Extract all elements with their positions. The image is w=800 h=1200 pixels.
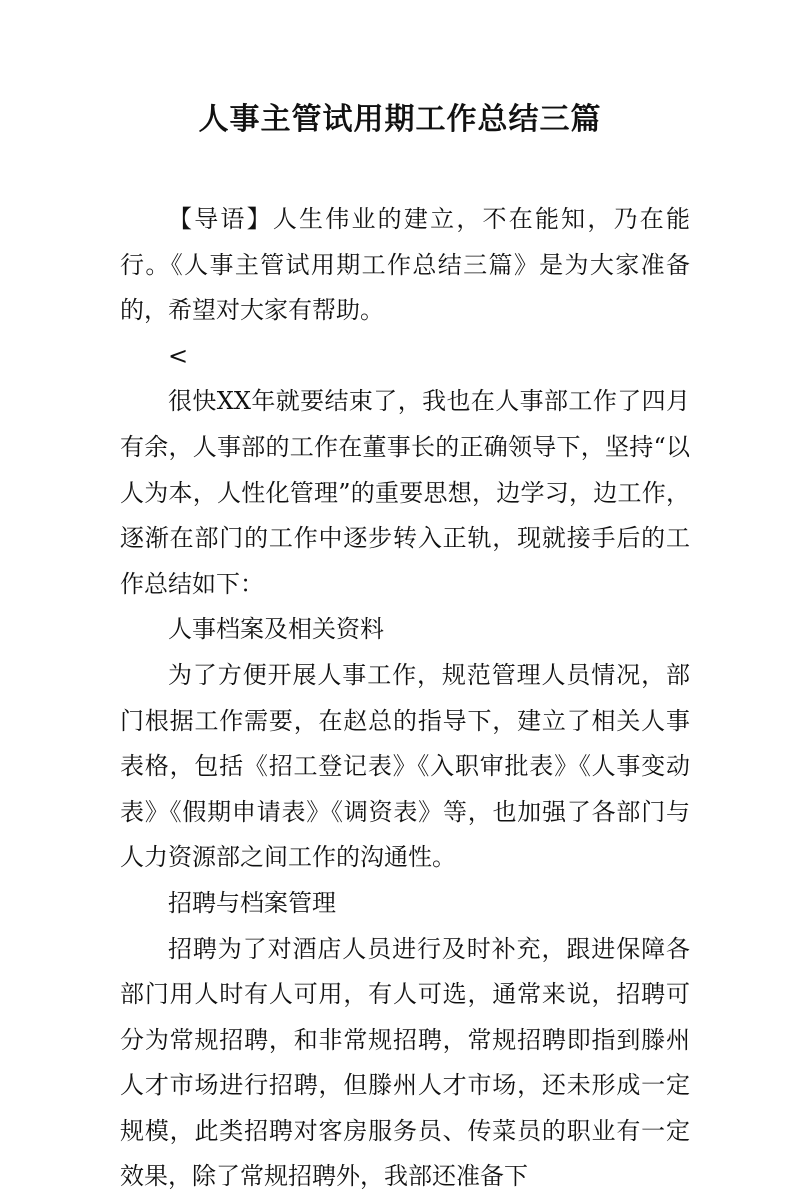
intro-paragraph: 【导语】人生伟业的建立，不在能知，乃在能行。《人事主管试用期工作总结三篇》是为大家准备的，希望对大家有帮助。 [120, 197, 690, 334]
angle-bracket-line: < [120, 334, 690, 380]
document-title: 人事主管试用期工作总结三篇 [0, 100, 800, 140]
hr-files-paragraph: 为了方便开展人事工作，规范管理人员情况，部门根据工作需要，在赵总的指导下，建立了相关人事表格，包括《招工登记表》《入职审批表》《人事变动表》《假期申请表》《调资表》等，也加强了各部门与人力资源部之间工作的沟通性。 [120, 653, 690, 881]
summary-paragraph: 很快XX年就要结束了，我也在人事部工作了四月有余，人事部的工作在董事长的正确领导下，坚持“以人为本，人性化管理”的重要思想，边学习，边工作，逐渐在部门的工作中逐步转入正轨，现就接手后的工作总结如下： [120, 379, 690, 607]
recruitment-paragraph: 招聘为了对酒店人员进行及时补充，跟进保障各部门用人时有人可用，有人可选，通常来说，招聘可分为常规招聘，和非常规招聘，常规招聘即指到滕州人才市场进行招聘，但滕州人才市场，还未形成一定规模，此类招聘对客房服务员、传菜员的职业有一定效果，除了常规招聘外，我部还准备下 [120, 927, 690, 1200]
section-heading-recruitment: 招聘与档案管理 [120, 881, 690, 927]
document-body [120, 197, 690, 1200]
section-heading-hr-files: 人事档案及相关资料 [120, 607, 690, 653]
